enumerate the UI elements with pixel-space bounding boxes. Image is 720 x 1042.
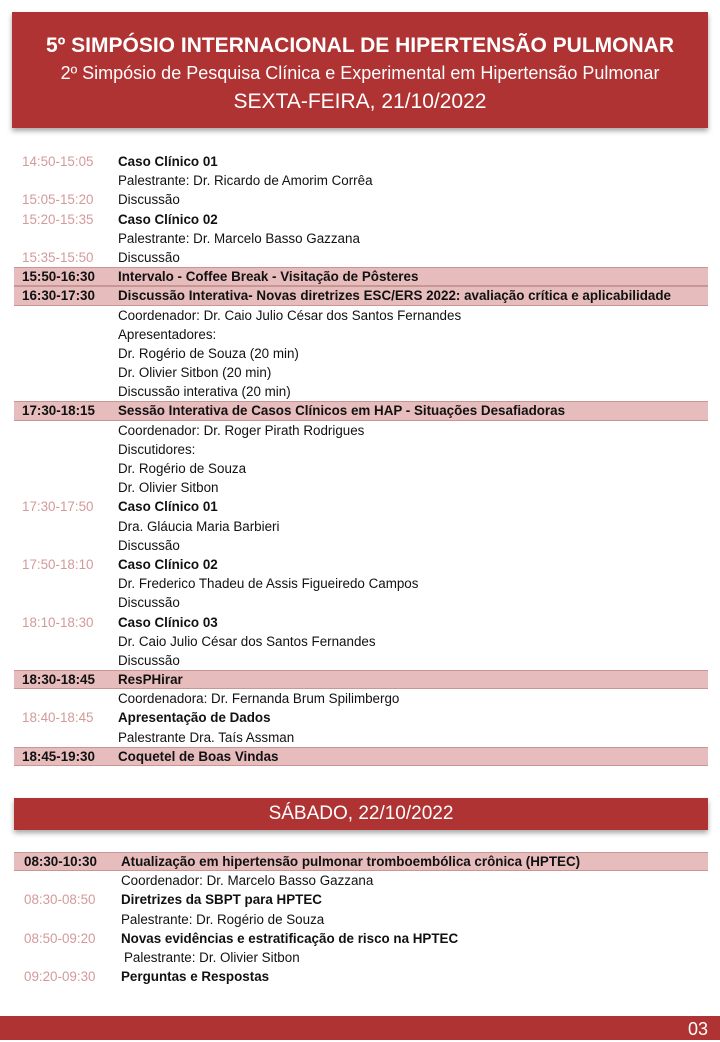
- session-detail: Palestrante: Dr. Marcelo Basso Gazzana: [118, 230, 360, 246]
- session-title: Atualização em hipertensão pulmonar tromboembólica crônica (HPTEC): [121, 854, 581, 869]
- schedule-row: [14, 306, 708, 325]
- session-detail: Coordenador: Dr. Caio Julio César dos Santos Fernandes: [118, 307, 462, 323]
- session-detail: Palestrante: Dr. Olivier Sitbon: [124, 949, 300, 965]
- session-detail: Discussão: [118, 595, 180, 611]
- schedule-row: [14, 190, 708, 209]
- page-number: 03: [687, 1019, 708, 1039]
- schedule-row: [14, 382, 708, 401]
- schedule-row: [14, 421, 708, 440]
- session-detail: Discussão: [118, 652, 180, 668]
- day-heading-friday: SEXTA-FEIRA, 21/10/2022: [233, 90, 487, 113]
- session-title: Caso Clínico 02: [118, 556, 218, 572]
- time-slot: 15:35-15:50: [22, 249, 94, 265]
- session-title: Discussão Interativa- Novas diretrizes ESC/ERS 2022: avaliação crítica e aplicabilidade: [118, 288, 671, 304]
- session-detail: Discussão: [118, 249, 180, 265]
- session-detail: Dra. Gláucia Maria Barbieri: [118, 518, 280, 534]
- schedule-row: [14, 689, 708, 708]
- schedule-row: [14, 871, 708, 890]
- time-slot: 16:30-17:30: [22, 288, 95, 304]
- time-slot: 17:30-18:15: [22, 403, 95, 419]
- session-title: Caso Clínico 02: [118, 211, 218, 227]
- schedule-row: [14, 229, 708, 248]
- schedule-row: [14, 708, 708, 727]
- time-slot: 15:50-16:30: [22, 269, 95, 285]
- session-title: Caso Clínico 01: [118, 499, 218, 515]
- session-detail: Dr. Olivier Sitbon (20 min): [118, 365, 272, 381]
- schedule-row: [14, 574, 708, 593]
- session-detail: Discutidores:: [118, 441, 196, 457]
- time-slot: 17:30-17:50: [22, 499, 94, 515]
- schedule-row: [14, 632, 708, 651]
- schedule-row: [14, 440, 708, 459]
- session-detail: Dr. Olivier Sitbon: [118, 480, 219, 496]
- session-row: [14, 670, 708, 689]
- session-row: [14, 286, 708, 305]
- session-detail: Dr. Rogério de Souza: [118, 461, 247, 476]
- session-detail: Coordenador: Dr. Roger Pirath Rodrigues: [118, 422, 365, 438]
- schedule-row: [14, 248, 708, 267]
- friday-schedule: [14, 152, 708, 766]
- schedule-row: [14, 651, 708, 670]
- symposium-subtitle: 2º Simpósio de Pesquisa Clínica e Experimental em Hipertensão Pulmonar: [60, 63, 660, 83]
- schedule-row: [14, 536, 708, 555]
- time-slot: 15:05-15:20: [22, 192, 94, 208]
- session-detail: Discussão interativa (20 min): [118, 384, 291, 400]
- session-title: Diretrizes da SBPT para HPTEC: [121, 892, 322, 908]
- session-detail: Dr. Frederico Thadeu de Assis Figueiredo Campos: [118, 576, 419, 592]
- schedule-row: [14, 459, 708, 478]
- schedule-row: [14, 555, 708, 574]
- schedule-row: [14, 497, 708, 516]
- schedule-row: [14, 210, 708, 229]
- session-detail: Palestrante: Dr. Ricardo de Amorim Corrêa: [118, 173, 373, 189]
- session-title: Novas evidências e estratificação de risco na HPTEC: [121, 930, 459, 946]
- session-title: Intervalo - Coffee Break - Visitação de Pôsteres: [118, 269, 419, 285]
- session-title: Caso Clínico 01: [118, 154, 218, 169]
- schedule-row: [14, 593, 708, 612]
- schedule-row: [14, 890, 708, 909]
- page-footer: [0, 1016, 720, 1040]
- time-slot: 18:10-18:30: [22, 614, 94, 630]
- schedule-row: [14, 152, 708, 171]
- schedule-row: [14, 967, 708, 986]
- schedule-row: [14, 517, 708, 536]
- session-row: [14, 852, 708, 871]
- session-detail: Dr. Rogério de Souza (20 min): [118, 345, 299, 361]
- session-detail: Apresentadores:: [118, 326, 217, 342]
- time-slot: 08:30-10:30: [24, 854, 97, 869]
- time-slot: 18:30-18:45: [22, 672, 95, 688]
- schedule-row: [14, 948, 708, 967]
- time-slot: 08:50-09:20: [24, 930, 96, 946]
- program-header: [12, 12, 708, 128]
- session-detail: Discussão: [118, 192, 180, 208]
- time-slot: 14:50-15:05: [22, 154, 94, 169]
- time-slot: 18:40-18:45: [22, 710, 94, 726]
- session-detail: Palestrante: Dr. Rogério de Souza: [121, 911, 325, 927]
- schedule-row: [14, 613, 708, 632]
- session-row: [14, 747, 708, 766]
- time-slot: 09:20-09:30: [24, 969, 96, 985]
- schedule-row: [14, 728, 708, 747]
- session-detail: Discussão: [118, 537, 180, 553]
- time-slot: 15:20-15:35: [22, 211, 94, 227]
- session-detail: Coordenadora: Dr. Fernanda Brum Spilimbergo: [118, 691, 400, 707]
- session-title: Sessão Interativa de Casos Clínicos em HAP - Situações Desafiadoras: [118, 403, 566, 419]
- schedule-row: [14, 171, 708, 190]
- schedule-row: [14, 344, 708, 363]
- schedule-row: [14, 363, 708, 382]
- session-title: Caso Clínico 03: [118, 614, 218, 630]
- session-title: Perguntas e Respostas: [121, 969, 270, 985]
- time-slot: 08:30-08:50: [24, 892, 96, 908]
- time-slot: 18:45-19:30: [22, 748, 95, 764]
- session-detail: Dr. Caio Julio César dos Santos Fernandes: [118, 633, 376, 649]
- session-title: Apresentação de Dados: [118, 710, 271, 726]
- session-title: Coquetel de Boas Vindas: [118, 748, 279, 764]
- schedule-row: [14, 910, 708, 929]
- session-row: [14, 401, 708, 420]
- session-detail: Palestrante Dra. Taís Assman: [118, 729, 295, 745]
- time-slot: 17:50-18:10: [22, 556, 94, 572]
- session-title: ResPHirar: [118, 672, 183, 688]
- saturday-schedule: [14, 852, 708, 986]
- session-detail: Coordenador: Dr. Marcelo Basso Gazzana: [121, 873, 374, 889]
- symposium-title: 5º SIMPÓSIO INTERNACIONAL DE HIPERTENSÃO PULMONAR: [45, 34, 674, 57]
- schedule-row: [14, 929, 708, 948]
- day-heading-saturday: SÁBADO, 22/10/2022: [14, 798, 708, 830]
- schedule-row: [14, 325, 708, 344]
- schedule-row: [14, 478, 708, 497]
- session-row: [14, 267, 708, 286]
